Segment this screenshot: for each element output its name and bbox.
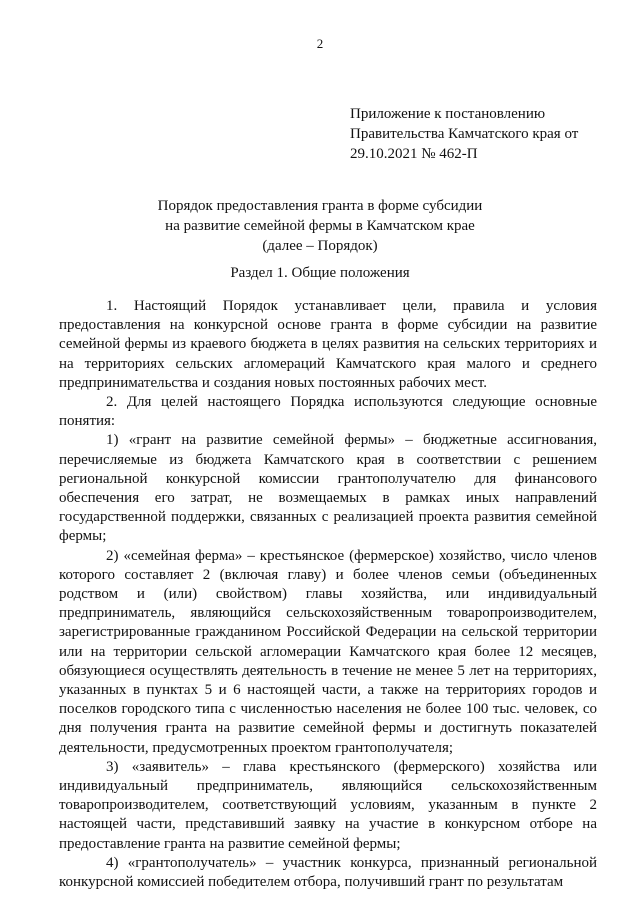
paragraph-1: 1. Настоящий Порядок устанавливает цели, правила и условия предоставления на конкурсной основе гранта в форме субсидии на развитие семейной фермы из краевого бюджета в целях развития на сельских территориях и на территориях сельских агломераций Камчатского края малого и среднего предпринимательства и создания новых постоянных рабочих мест. xyxy=(59,298,597,391)
document-title xyxy=(0,196,640,256)
appendix-line-3: 29.10.2021 № 462-П xyxy=(350,146,478,162)
title-line-1: Порядок предоставления гранта в форме субсидии xyxy=(157,198,483,214)
paragraph-definition-applicant: 3) «заявитель» – глава крестьянского (фермерского) хозяйства или индивидуальный предприниматель, являющийся сельскохозяйственным товаропроизводителем, соответствующий условиям, указанным в пункте 2 настоящей части, представивший заявку на участие в конкурсном отборе на предоставление гранта на развитие семейной фермы; xyxy=(59,758,597,852)
appendix-header xyxy=(350,104,630,164)
appendix-line-1: Приложение к постановлению xyxy=(350,106,546,122)
title-line-3: (далее – Порядок) xyxy=(262,238,378,254)
paragraph-definition-family-farm: 2) «семейная ферма» – крестьянское (фермерское) хозяйство, число членов которого составляет 2 (включая главу) и более членов семьи (объединенных родством и (или) свойством) главы хозяйства, или индивидуальный предприниматель, являющийся сельскохозяйственным товаропроизводителем, зарегистрированные гражданином Российской Федерации на сельской территории или на территории сельской агломерации Камчатского края более 12 месяцев, обязующиеся осуществлять деятельность в течение не менее 5 лет на территориях, указанных в пунктах 5 и 6 настоящей части, а также на территориях городов и поселков городского типа с численностью населения не более 100 тыс. человек, со дня получения гранта на развитие семейной фермы и достигнуть показателей деятельности, предусмотренных проектом грантополучателя; xyxy=(59,547,597,756)
body-text xyxy=(59,297,597,892)
section-heading: Раздел 1. Общие положения xyxy=(230,265,410,281)
paragraph-definition-grantee: 4) «грантополучатель» – участник конкурса, признанный региональной конкурсной комиссией победителем отбора, получивший грант по результатам xyxy=(59,854,597,891)
paragraph-definition-grant: 1) «грант на развитие семейной фермы» – бюджетные ассигнования, перечисляемые из бюджета Камчатского края в соответствии с решением региональной конкурсной комиссии грантополучателю для финансового обеспечения его затрат, не возмещаемых в рамках иных направлений государственной поддержки, связанных с реализацией проекта развития семейной фермы; xyxy=(59,432,597,545)
page-number: 2 xyxy=(316,36,324,51)
appendix-line-2: Правительства Камчатского края от xyxy=(350,126,579,142)
title-line-2: на развитие семейной фермы в Камчатском крае xyxy=(165,218,475,234)
paragraph-2: 2. Для целей настоящего Порядка используются следующие основные понятия: xyxy=(59,394,597,430)
